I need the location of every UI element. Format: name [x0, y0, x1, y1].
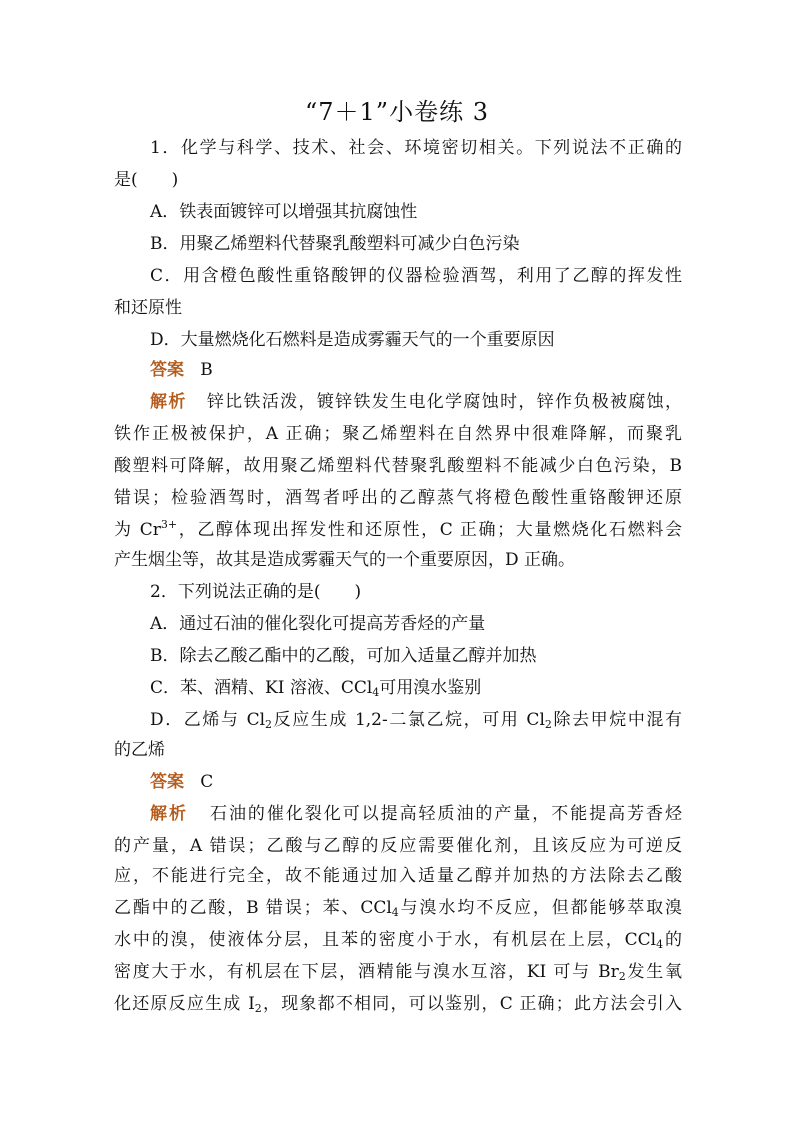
- q2-analysis-text7b: ，现象都不相同，可以鉴别，C 正确；此方法会引入: [261, 994, 682, 1014]
- q2-option-d-text3: 除去甲烷中混有: [551, 710, 683, 730]
- q1-option-c-line2: 和还原性: [114, 298, 182, 318]
- q2-analysis-line1: [150, 802, 682, 826]
- q2-answer: [150, 770, 682, 794]
- subscript: 2: [265, 718, 273, 731]
- subscript: 4: [656, 938, 664, 951]
- q1-analysis-line5: [114, 518, 682, 542]
- answer-label: 答案: [150, 360, 184, 380]
- q2-analysis-line5: [114, 928, 682, 952]
- q2-option-c: [150, 676, 682, 700]
- subscript: 2: [254, 1002, 262, 1015]
- q1-analysis-line4: 错误；检验酒驾时，酒驾者呼出的乙醇蒸气将橙色酸性重铬酸钾还原: [114, 488, 682, 508]
- q1-analysis-text5a: 为 Cr: [114, 520, 161, 540]
- q2-analysis-line3: 应，不能进行完全，故不能通过加入适量乙醇并加热的方法除去乙酸: [114, 866, 682, 886]
- q2-analysis-text4b: 与溴水均不反应，但都能够萃取溴: [398, 898, 682, 918]
- q2-option-d-line1: [150, 708, 682, 732]
- q1-analysis-line6: 产生烟尘等，故其是造成雾霾天气的一个重要原因，D 正确。: [114, 550, 576, 570]
- q2-answer-value: C: [200, 772, 214, 792]
- q1-stem-line2: 是( ): [114, 170, 179, 190]
- q2-analysis-line6: [114, 960, 682, 984]
- q2-analysis-line4: [114, 896, 682, 920]
- q2-analysis-line7: [114, 992, 682, 1016]
- q2-analysis-text6b: 发生氧: [625, 962, 683, 982]
- q2-option-b: B．除去乙酸乙酯中的乙酸，可加入适量乙醇并加热: [150, 646, 537, 666]
- answer-label: 答案: [150, 772, 184, 792]
- q2-stem: 2．下列说法正确的是( ): [150, 582, 362, 602]
- cr-charge-superscript: 3+: [160, 518, 178, 531]
- q1-analysis-line2: 铁作正极被保护，A 正确；聚乙烯塑料在自然界中很难降解，而聚乳: [114, 424, 682, 444]
- subscript: 4: [372, 686, 380, 699]
- q2-analysis-text5a: 水中的溴，使液体分层，且苯的密度小于水，有机层在上层，CCl: [114, 930, 657, 950]
- q1-answer: [150, 358, 682, 382]
- page-title: “7＋1”小卷练 3: [305, 98, 489, 126]
- subscript: 2: [618, 970, 626, 983]
- q2-option-d-line2: 的乙烯: [114, 740, 165, 760]
- q1-analysis-text5b: ，乙醇体现出挥发性和还原性，C 正确；大量燃烧化石燃料会: [177, 520, 682, 540]
- q2-analysis-text7a: 化还原反应生成 I: [114, 994, 255, 1014]
- q1-option-b: B．用聚乙烯塑料代替聚乳酸塑料可减少白色污染: [150, 234, 520, 254]
- q2-option-c-text2: 可用溴水鉴别: [379, 678, 482, 698]
- q1-option-c-line1: C．用含橙色酸性重铬酸钾的仪器检验酒驾，利用了乙醇的挥发性: [150, 266, 682, 286]
- q2-option-a: A．通过石油的催化裂化可提高芳香烃的产量: [150, 614, 486, 634]
- q1-stem-line1: 1．化学与科学、技术、社会、环境密切相关。下列说法不正确的: [150, 138, 682, 158]
- q2-option-d-text2: 反应生成 1,2-二氯乙烷，可用 Cl: [272, 710, 545, 730]
- q2-analysis-text1: 石油的催化裂化可以提高轻质油的产量，不能提高芳香烃: [210, 804, 683, 824]
- q2-analysis-text6a: 密度大于水，有机层在下层，酒精能与溴水互溶，KI 可与 Br: [114, 962, 619, 982]
- q1-analysis-text1: 锌比铁活泼，镀锌铁发生电化学腐蚀时，锌作负极被腐蚀，: [206, 392, 683, 412]
- q2-analysis-line2: 的产量，A 错误；乙酸与乙醇的反应需要催化剂，且该反应为可逆反: [114, 836, 682, 856]
- q1-option-a: A．铁表面镀锌可以增强其抗腐蚀性: [150, 202, 418, 222]
- analysis-label: 解析: [150, 392, 187, 412]
- q2-analysis-text5b: 的: [663, 930, 683, 950]
- subscript: 2: [544, 718, 552, 731]
- q1-analysis-line3: 酸塑料可降解，故用聚乙烯塑料代替聚乳酸塑料不能减少白色污染，B: [114, 456, 682, 476]
- analysis-label: 解析: [150, 804, 188, 824]
- q1-option-d: D．大量燃烧化石燃料是造成雾霾天气的一个重要原因: [150, 330, 555, 350]
- q2-analysis-text4a: 乙酯中的乙酸，B 错误；苯、CCl: [114, 898, 392, 918]
- q2-option-c-text1: C．苯、酒精、KI 溶液、CCl: [150, 678, 373, 698]
- q2-option-d-text1: D．乙烯与 Cl: [150, 710, 266, 730]
- subscript: 4: [391, 906, 399, 919]
- q1-answer-value: B: [200, 360, 213, 380]
- q1-analysis-line1: [150, 390, 682, 414]
